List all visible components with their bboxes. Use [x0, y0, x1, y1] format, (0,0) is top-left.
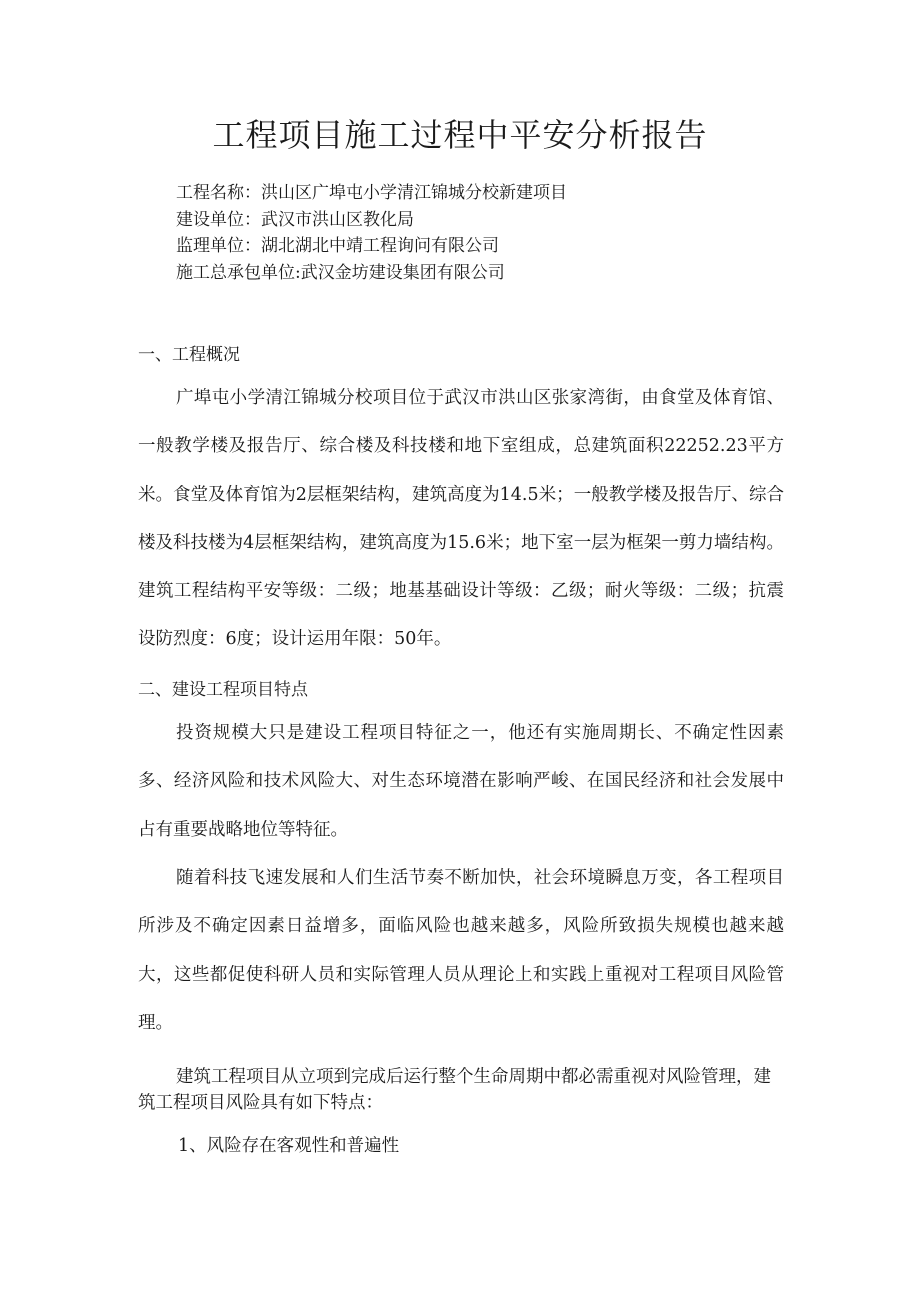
features-paragraph-3: 建筑工程项目从立项到完成后运行整个生命周期中都必需重视对风险管理，建筑工程项目风险具有如下特点： [138, 1067, 771, 1113]
risk-item-1: 1、风险存在客观性和普遍性 [178, 1136, 400, 1156]
section-heading-overview: 一、工程概况 [138, 345, 240, 365]
owner-unit: 建设单位：武汉市洪山区教化局 [176, 209, 414, 230]
contractor-unit: 施工总承包单位:武汉金坊建设集团有限公司 [176, 262, 505, 283]
document-title: 工程项目施工过程中平安分析报告 [212, 116, 708, 154]
section-heading-features: 二、建设工程项目特点 [138, 680, 308, 700]
features-paragraph-2: 随着科技飞速发展和人们生活节奏不断加快，社会环境瞬息万变，各工程项目所涉及不确定因素日益增多，面临风险也越来越多，风险所致损失规模也越来越大，这些都促使科研人员和实际管理人员从理论上和实践上重视对工程项目风险管理。 [138, 868, 784, 1033]
overview-paragraph: 广埠屯小学清江锦城分校项目位于武汉市洪山区张家湾街，由食堂及体育馆、一般教学楼及报告厅、综合楼及科技楼和地下室组成，总建筑面积22252.23平方米。食堂及体育馆为2层框架结构，建筑高度为14.5米；一般教学楼及报告厅、综合楼及科技楼为4层框架结构，建筑高度为15.6米；地下室一层为框架一剪力墙结构。建筑工程结构平安等级：二级；地基基础设计等级：乙级；耐火等级：二级；抗震设防烈度：6度；设计运用年限：50年。 [138, 388, 784, 650]
project-name: 工程名称：洪山区广埠屯小学清江锦城分校新建项目 [176, 183, 567, 203]
supervisor-unit: 监理单位：湖北湖北中靖工程询问有限公司 [176, 236, 499, 256]
project-info [176, 180, 567, 286]
features-paragraph-1: 投资规模大只是建设工程项目特征之一，他还有实施周期长、不确定性因素多、经济风险和技术风险大、对生态环境潜在影响严峻、在国民经济和社会发展中占有重要战略地位等特征。 [138, 723, 784, 840]
